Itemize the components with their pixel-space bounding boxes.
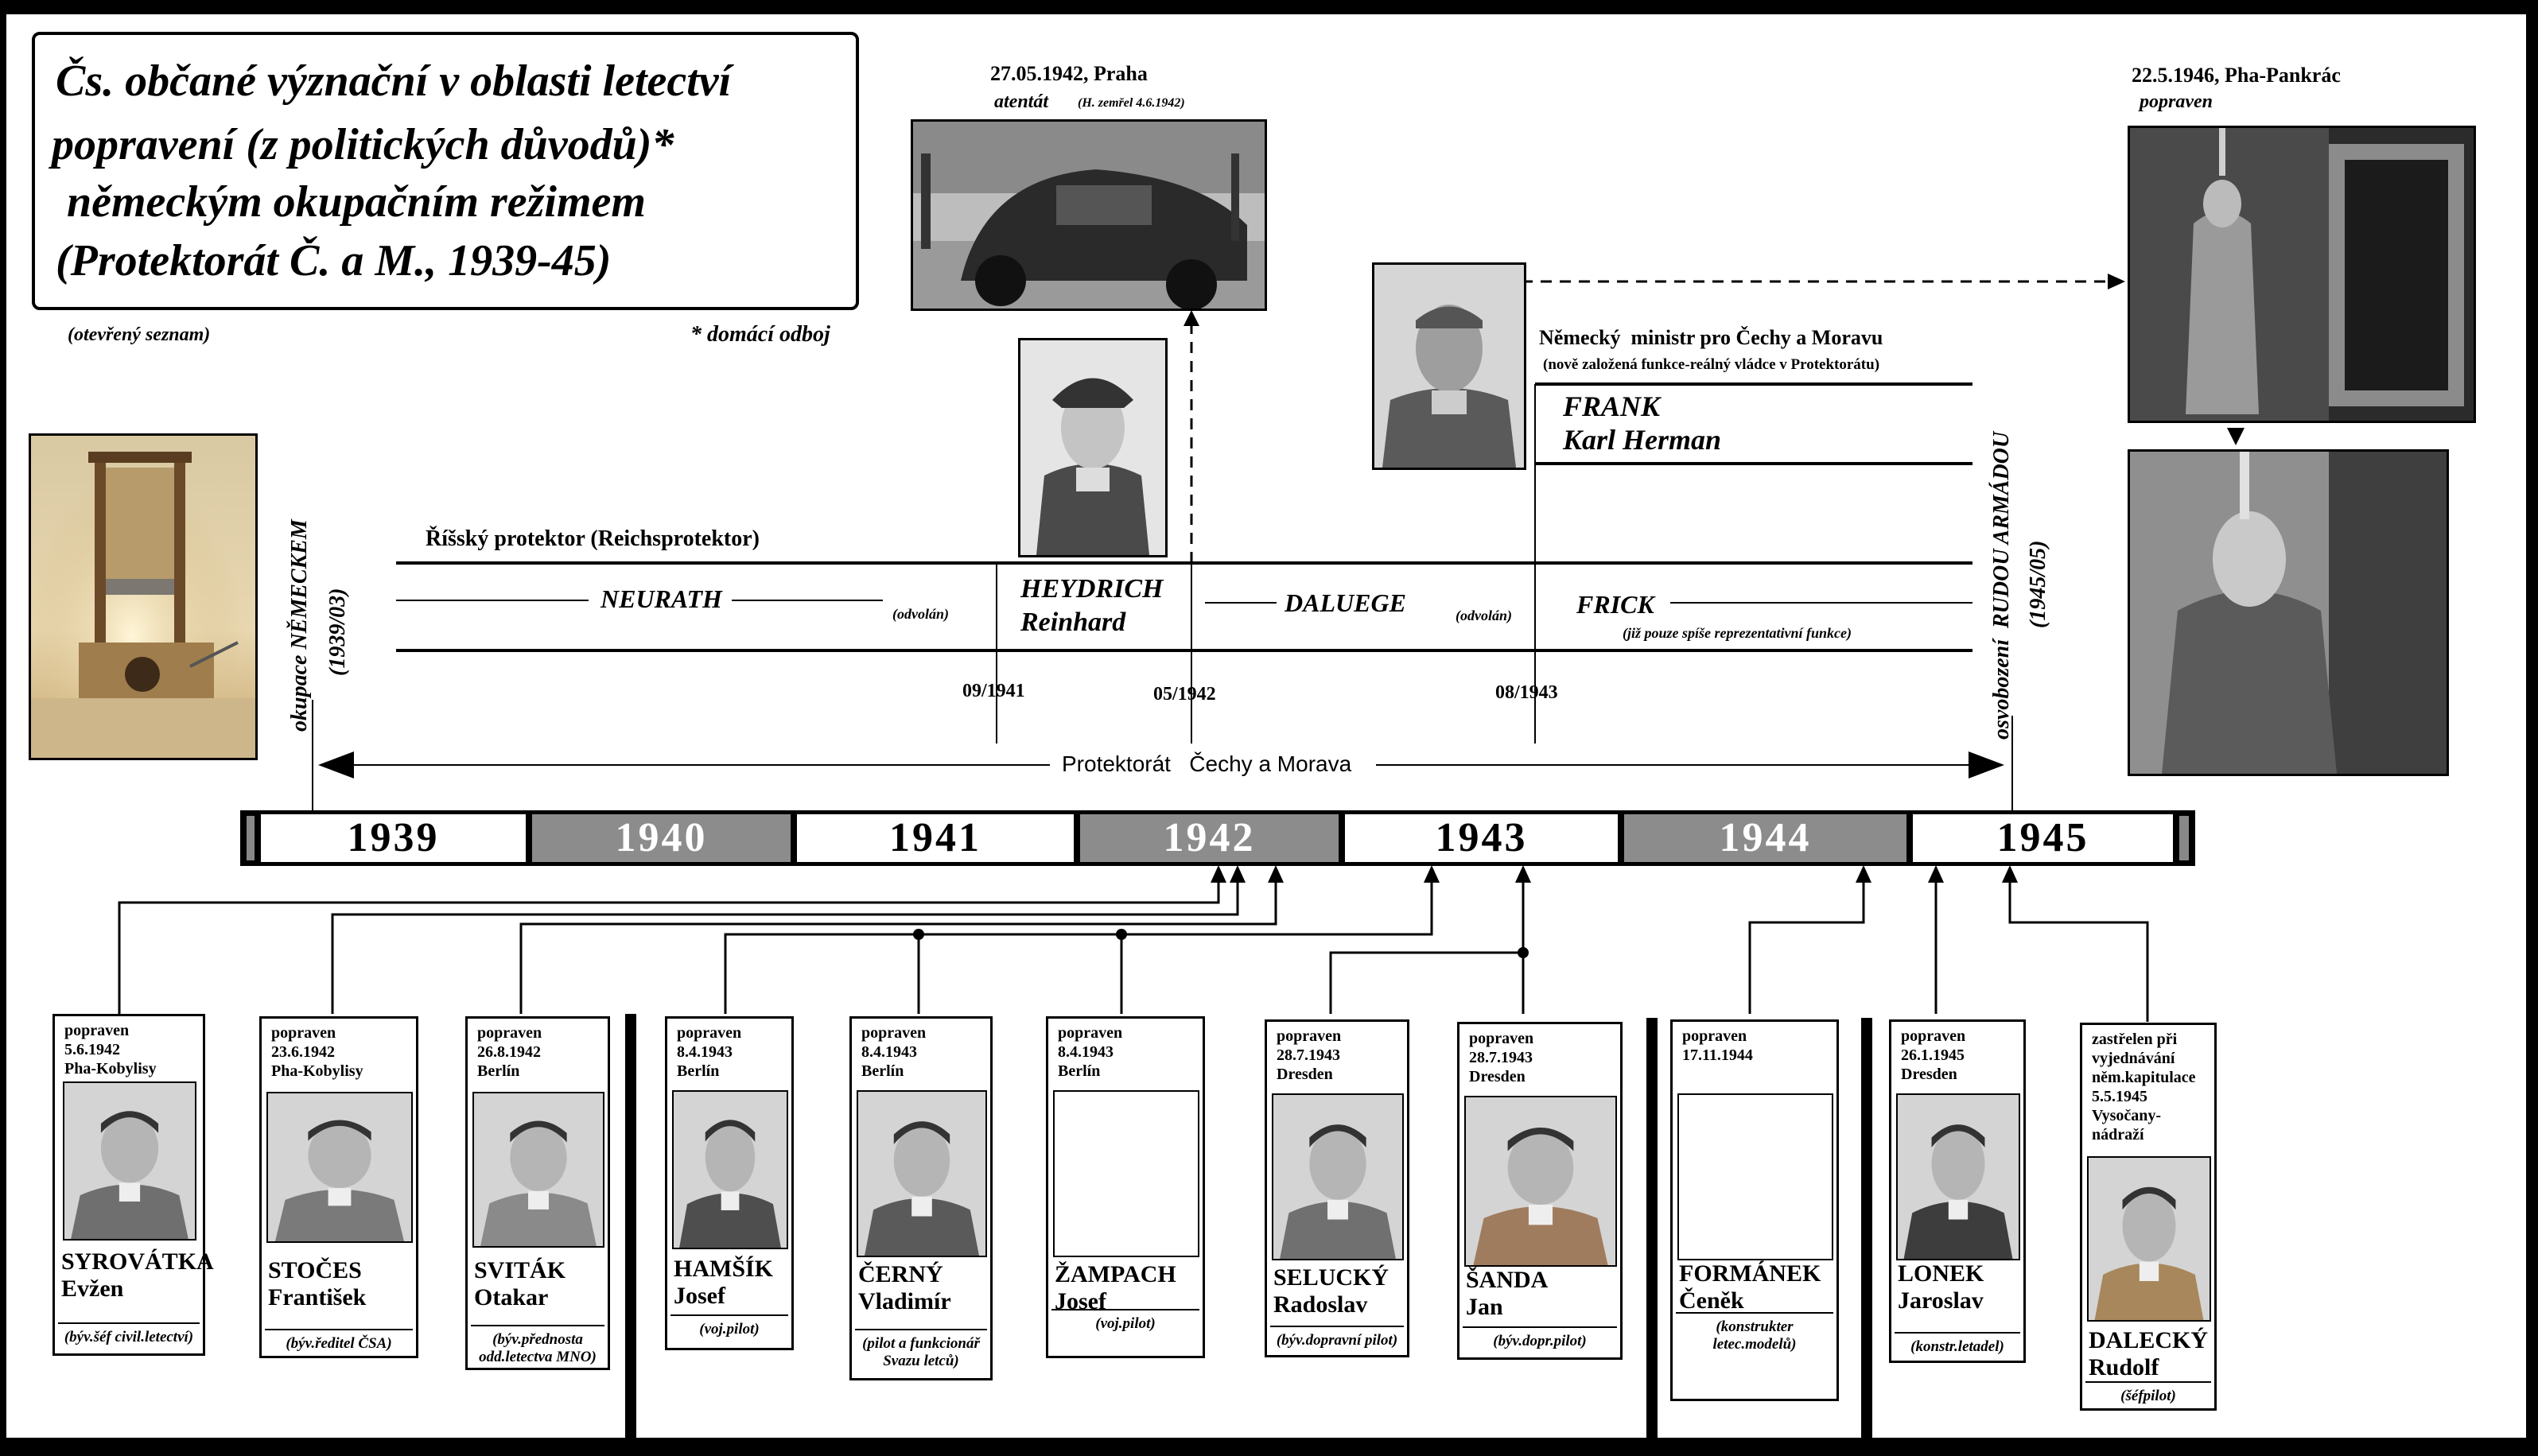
person-surname: FORMÁNEK: [1679, 1260, 1821, 1287]
hanging-photo-1: [2128, 126, 2476, 423]
execution-info: [1277, 1027, 1402, 1084]
execution-info-line: Berlín: [861, 1062, 904, 1080]
person-name: [1466, 1267, 1617, 1321]
year-1939: 1939: [261, 814, 526, 862]
execution-info-line: vyjednávání: [2092, 1050, 2175, 1067]
frick-note: (již pouze spíše reprezentativní funkce): [1623, 625, 1852, 641]
execution-info-line: popraven: [677, 1024, 742, 1042]
person-role: (býv.dopr.pilot): [1463, 1326, 1617, 1350]
execution-info-line: popraven: [271, 1024, 336, 1042]
year-1945: 1945: [1913, 814, 2173, 862]
person-name: [474, 1257, 604, 1311]
execution-info-line: 8.4.1943: [677, 1043, 733, 1061]
person-card: [52, 1014, 214, 1356]
title-line-3: německým okupačním režimem: [56, 177, 646, 227]
execution-info: [677, 1023, 787, 1081]
execution-info-line: něm.kapitulace: [2092, 1069, 2196, 1086]
guillotine-photo: [29, 433, 258, 760]
execution-info: [477, 1023, 603, 1081]
person-surname: SELUCKÝ: [1273, 1264, 1389, 1291]
execution-info-line: Dresden: [1277, 1066, 1333, 1083]
year-1944: 1944: [1624, 814, 1906, 862]
person-surname: ŠANDA: [1466, 1267, 1549, 1293]
person-surname: ŽAMPACH: [1055, 1261, 1176, 1287]
portrait-photo: [472, 1092, 604, 1248]
person-firstname: Josef: [1055, 1288, 1106, 1314]
year-1941: 1941: [797, 814, 1074, 862]
person-firstname: Jaroslav: [1898, 1287, 1984, 1314]
person-surname: LONEK: [1898, 1260, 1984, 1287]
execution-info-line: 5.6.1942: [64, 1041, 120, 1058]
year-1940: 1940: [532, 814, 791, 862]
person-surname: HAMŠÍK: [674, 1256, 774, 1282]
execution-info-line: Pha-Kobylisy: [64, 1060, 157, 1077]
person-role: (pilot a funkcionář Svazu letců): [855, 1329, 987, 1370]
heydrich-name-2: Reinhard: [1020, 608, 1126, 637]
frank-execution-date: 22.5.1946, Pha-Pankrác: [2132, 64, 2341, 87]
person-card: [259, 1016, 418, 1358]
person-surname: ČERNÝ: [858, 1261, 943, 1287]
neurath-name: NEURATH: [600, 584, 722, 613]
person-name: [858, 1261, 987, 1315]
person-card: [2080, 1023, 2217, 1411]
person-firstname: Jan: [1466, 1294, 1503, 1320]
minister-subtitle: (nově založená funkce-reálný vládce v Protektorátu): [1543, 356, 1880, 373]
execution-info: [1058, 1023, 1198, 1081]
minister-title: Německý ministr pro Čechy a Moravu: [1539, 326, 1883, 349]
execution-info: [861, 1023, 985, 1081]
assassination-event: atentát: [994, 91, 1049, 112]
person-firstname: Evžen: [61, 1275, 124, 1302]
person-firstname: Vladimír: [858, 1288, 951, 1314]
execution-info-line: Vysočany-: [2092, 1107, 2162, 1124]
person-name: [268, 1257, 413, 1311]
person-role: (býv.šéf civil.letectví): [58, 1322, 200, 1346]
portrait-photo: [1896, 1093, 2020, 1260]
person-card: [665, 1016, 794, 1350]
person-name: [1679, 1260, 1833, 1314]
frank-photo: [1372, 262, 1526, 470]
heydrich-name-1: HEYDRICH: [1020, 574, 1164, 604]
execution-info-line: Dresden: [1469, 1068, 1526, 1085]
occupation-start-date: (1939/03): [325, 588, 350, 676]
neurath-note: (odvolán): [892, 606, 949, 622]
execution-info-line: zastřelen při: [2092, 1031, 2178, 1048]
person-firstname: Josef: [674, 1283, 725, 1309]
protectorate-label-part1: Protektorát: [1062, 751, 1171, 776]
portrait-photo: [1272, 1093, 1404, 1260]
person-surname: SYROVÁTKA: [61, 1248, 214, 1275]
execution-info-line: 26.1.1945: [1901, 1046, 1965, 1064]
person-role: (konstr.letadel): [1895, 1332, 2020, 1356]
portrait-photo: [63, 1081, 196, 1241]
person-firstname: Otakar: [474, 1284, 549, 1310]
execution-info-line: Berlín: [1058, 1062, 1101, 1080]
frank-name-1: FRANK: [1563, 390, 1661, 422]
person-card: [1889, 1019, 2026, 1363]
execution-info-line: nádraží: [2092, 1126, 2144, 1143]
person-role: (šéfpilot): [2085, 1381, 2211, 1405]
person-surname: DALECKÝ: [2089, 1327, 2209, 1353]
execution-info-line: popraven: [1901, 1027, 1966, 1045]
portrait-photo: [1677, 1093, 1833, 1260]
daluege-name: DALUEGE: [1285, 588, 1406, 617]
person-card: [1046, 1016, 1205, 1358]
execution-info-line: 8.4.1943: [861, 1043, 917, 1061]
protectorate-label-part2: Čechy a Morava: [1189, 751, 1352, 776]
person-role: (býv.ředitel ČSA): [265, 1329, 413, 1353]
person-card: [1670, 1019, 1839, 1401]
execution-info-line: popraven: [1058, 1024, 1123, 1042]
assassination-date: 27.05.1942, Praha: [990, 62, 1148, 85]
execution-info-line: Pha-Kobylisy: [271, 1062, 363, 1080]
person-name: [1898, 1260, 2020, 1314]
execution-info: [64, 1021, 198, 1078]
year-1943: 1943: [1345, 814, 1618, 862]
title-line-2: popravení (z politických důvodů)*: [52, 120, 674, 169]
person-firstname: František: [268, 1284, 367, 1310]
person-name: [1055, 1261, 1199, 1315]
heydrich-photo: [1018, 338, 1168, 557]
execution-info-line: 28.7.1943: [1469, 1049, 1533, 1066]
liberation-label: osvobození RUDOU ARMÁDOU: [1989, 431, 2014, 740]
person-name: [1273, 1264, 1404, 1318]
execution-info: [1469, 1029, 1615, 1086]
frank-name-2: Karl Herman: [1563, 424, 1722, 456]
note-resistance: * domácí odboj: [690, 322, 830, 347]
execution-info: [271, 1023, 411, 1081]
person-card: [849, 1016, 993, 1380]
daluege-note: (odvolán): [1456, 608, 1512, 623]
execution-info-line: popraven: [861, 1024, 927, 1042]
execution-info-line: popraven: [1277, 1027, 1342, 1045]
execution-info-line: Dresden: [1901, 1066, 1957, 1083]
execution-info: [1682, 1027, 1832, 1065]
execution-info-line: popraven: [64, 1022, 130, 1039]
person-role: (voj.pilot): [1051, 1309, 1199, 1333]
portrait-photo: [2087, 1156, 2211, 1322]
person-name: [61, 1248, 214, 1303]
person-role: (konstrukter letec.modelů): [1676, 1312, 1833, 1353]
execution-info: [1901, 1027, 2019, 1084]
person-surname: STOČES: [268, 1257, 362, 1283]
person-surname: SVITÁK: [474, 1257, 566, 1283]
protector-label: Říšský protektor (Reichsprotektor): [426, 526, 760, 551]
person-card: [1265, 1019, 1409, 1357]
date-08-1943: 08/1943: [1495, 682, 1558, 703]
car-photo: [911, 119, 1267, 311]
execution-info-line: Berlín: [477, 1062, 520, 1080]
person-card: [465, 1016, 610, 1370]
execution-info-line: 5.5.1945: [2092, 1088, 2147, 1105]
execution-info-line: popraven: [477, 1024, 542, 1042]
note-open-list: (otevřený seznam): [68, 324, 211, 345]
person-firstname: Rudolf: [2089, 1354, 2159, 1380]
occupation-start: okupace NĚMECKEM: [287, 519, 312, 732]
execution-info-line: 26.8.1942: [477, 1043, 541, 1061]
execution-info-line: popraven: [1682, 1027, 1747, 1045]
person-role: (voj.pilot): [670, 1314, 788, 1338]
portrait-photo: [266, 1092, 413, 1243]
year-1942: 1942: [1080, 814, 1339, 862]
execution-info-line: 8.4.1943: [1058, 1043, 1114, 1061]
person-name: [2089, 1327, 2211, 1381]
execution-info-line: popraven: [1469, 1030, 1534, 1047]
frank-execution-event: popraven: [2140, 91, 2213, 112]
execution-info-line: Berlín: [677, 1062, 720, 1080]
portrait-photo: [857, 1090, 987, 1257]
frick-name: FRICK: [1576, 590, 1654, 619]
portrait-photo: [672, 1090, 788, 1249]
hanging-photo-2: [2128, 449, 2449, 776]
person-card: [1457, 1022, 1623, 1360]
execution-info-line: 17.11.1944: [1682, 1046, 1753, 1064]
title-line-4: (Protektorát Č. a M., 1939-45): [56, 236, 612, 285]
date-05-1942: 05/1942: [1153, 684, 1216, 705]
execution-info-line: 23.6.1942: [271, 1043, 335, 1061]
protectorate-span-label: [1062, 751, 1351, 777]
assassination-note: (H. zemřel 4.6.1942): [1078, 96, 1185, 110]
person-role: (býv.přednosta odd.letectva MNO): [471, 1325, 604, 1366]
execution-info-line: 28.7.1943: [1277, 1046, 1340, 1064]
person-firstname: Čeněk: [1679, 1287, 1744, 1314]
liberation-date: (1945/05): [2026, 540, 2050, 628]
portrait-photo: [1053, 1090, 1199, 1257]
title-line-1: Čs. občané význační v oblasti letectví: [56, 56, 732, 106]
person-role: (býv.dopravní pilot): [1270, 1326, 1404, 1349]
execution-info: [2092, 1030, 2210, 1144]
date-09-1941: 09/1941: [962, 681, 1025, 701]
person-firstname: Radoslav: [1273, 1291, 1368, 1318]
person-name: [674, 1256, 788, 1310]
portrait-photo: [1464, 1096, 1617, 1267]
